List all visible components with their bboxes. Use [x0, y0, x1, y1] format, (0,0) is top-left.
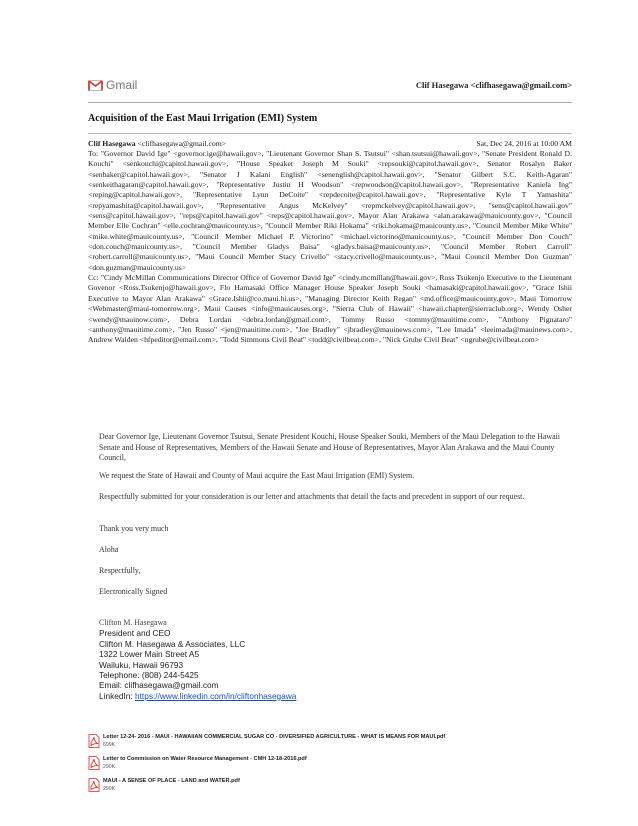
attachment-size: 699K	[103, 742, 116, 748]
subject-divider	[88, 133, 572, 134]
greeting-paragraph: Dear Governor Ige, Lieutenant Governor Tsutsui, Senate President Kouchi, House Speaker Souki, Members of the Maui Delegation to the Hawaii Senate and House of Representatives, Members of the Hawaii Senate and House of Representatives, Mayor Alan Arakawa and the Maui County Council,	[99, 432, 561, 462]
to-recipients: To: "Governor David Ige" <governor.ige@hawaii.gov>, "Lieutenant Governor Shan S. Tsutsui" <shan.tsutsui@hawaii.gov>, "Senate President Ronald D. Kouchi" <senkouchi@capitol.hawaii.gov>, "House Speaker Joseph M Souki" <repsouki@capitol.hawaii.gov>, Senator Rosalyn Baker <senbaker@capitol.hawaii.gov>, "Senator J Kalani English" <senenglish@capitol.hawaii.gov>, "Senator Gilbert S.C. Keith-Agaran" <senkeithagaran@capitol.hawaii.gov>, "Representative Justin H Woodson" <repwoodson@capitol.hawaii.gov>, "Representative Kaniela Ing" <reping@capitol.hawaii.gov>, "Representative Lynn DeCoite" <repdecoite@capitol.hawaii.gov>, "Representative Kyle T Yamashita" <repyamashita@capitol.hawaii.gov>, "Representative Angus McKelvey" <repmckelvey@capitol.hawaii.gov>, "sens@capitol.hawaii.gov" <sens@capitol.hawaii.gov>, "reps@capitol.hawaii.gov" <reps@capitol.hawaii.gov>, Mayor Alan Arakawa <alan.arakawa@mauicounty.gov>, "Council Member Elle Cochran" <elle.cochran@mauicounty.us>, "Council Member Riki Hokama" <riki.hokama@mauicounty.us>, "Council Member Mike White" <mike.white@mauicounty.us>, "Council Member Michael P. Victorino" <michael.victorino@mauicounty.us>, "Council Member Don Couch" <don.couch@mauicounty.us>, "Council Member Gladys Baisa" <gladys.baisa@mauicounty.us>, "Council Member Robert Carroll" <robert.carroll@mauicounty.us>, "Maui Council Member Stacy Crivello" <stacy.crivello@mauicounty.us>, "Maui Council Member Don Guzman" <don.guzman@mauicounty.us>	[88, 149, 572, 272]
recipients-block	[88, 149, 572, 346]
attachment-size: 290K	[103, 764, 116, 770]
signature-linkedin	[99, 691, 296, 701]
pdf-file-icon	[88, 778, 100, 792]
attachment-item[interactable]	[88, 778, 568, 798]
aloha-line: Aloha	[99, 545, 119, 554]
cc-recipients: Cc: "Cindy McMillan Communications Director Office of Governor David Ige" <cindy.mcmillan@hawaii.gov>, Ross Tsukenjo Executive to the Lieutenant Govenor <Ross.Tsukenjo@hawaii.gov>, Flo Hamasaki Office Manager House Speaker Joseph Souki <hamasaki@capitol.hawaii.gov>, "Grace Ishii Executive to Mayor Alan Arakawa" <Grace.Ishii@co.maui.hi.us>, "Managing Director Keith Regan" <md.office@mauicounty.gov>, Maui Tomorrow <Webmaster@maui-tomorrow.org>, Maui Causes <info@mauicauses.org>, "Sierra Club of Hawaii" <hawaii.chapter@sierraclub.org>, Wendy Osher <wendy@mauinow.com>, Debra Lordan <debra.lordan@gmail.com>, Tommy Russo <tommy@mauitime.com>, "Anthony Pignataro" <anthony@mauitime.com>, "Jen Russo" <jen@mauitime.com>, "Joe Bradley" <jbradley@mauinews.com>, "Lee Imada" <leeimada@mauinews.com>, Andrew Walden <hfpeditor@email.com>, "Todd Simmons Civil Beat" <todd@civilbeat.com>, "Nick Grube Civil Beat" <ngrube@civilbeat.com>	[88, 273, 572, 345]
attachment-filename: Letter 12-24- 2016 - MAUI - HAWAIIAN COMMERCIAL SUGAR CO - DIVERSIFIED AGRICULTURE - WHAT IS MEANS FOR MAUI.pdf	[103, 734, 446, 740]
attachment-filename: Letter to Commission on Water Resource Management - CMH 12-18-2016.pdf	[103, 756, 307, 762]
signature-title: President and CEO	[99, 628, 171, 639]
attachment-filename: MAUI - A SENSE OF PLACE - LAND and WATER.pdf	[103, 778, 240, 784]
email-subject: Acquisition of the East Maui Irrigation (EMI) System	[88, 113, 318, 124]
sender-name: Clif Hasegawa	[88, 139, 136, 148]
signature-telephone: Telephone: (808) 244-5425	[99, 670, 199, 681]
signature-email: Email: clifhasegawa@gmail.com	[99, 680, 219, 691]
attachment-item[interactable]	[88, 756, 568, 776]
gmail-envelope-icon	[88, 80, 103, 91]
signature-address-line-1: 1322 Lower Main Street A5	[99, 649, 200, 660]
respectfully-line: Respectfully,	[99, 566, 141, 575]
pdf-file-icon	[88, 734, 100, 748]
attachment-item[interactable]	[88, 734, 568, 754]
signed-line: Electronically Signed	[99, 587, 168, 596]
submitted-paragraph: Respectfully submitted for your consideration is our letter and attachments that detail the facts and precedent in support of our request.	[99, 492, 525, 501]
account-identity: Clif Hasegawa <clifhasegawa@gmail.com>	[415, 80, 572, 90]
print-header	[88, 70, 572, 100]
header-divider	[88, 102, 572, 103]
sender-email: <clifhasegawa@gmail.com>	[135, 139, 227, 148]
signature-name: Clifton M. Hasegawa	[99, 618, 167, 627]
thanks-line: Thank you very much	[99, 524, 169, 533]
attachment-size: 290K	[103, 786, 116, 792]
linkedin-label: LinkedIn:	[99, 690, 135, 701]
message-date: Sat, Dec 24, 2016 at 10:00 AM	[476, 139, 572, 148]
gmail-logo-text: Gmail	[106, 78, 138, 92]
linkedin-link[interactable]: https://www.linkedin.com/in/cliftonhasegawa	[134, 690, 297, 701]
sender-line	[88, 139, 226, 148]
email-signature	[99, 618, 296, 701]
signature-company: Clifton M. Hasegawa & Associates, LLC	[99, 638, 246, 649]
signature-address-line-2: Wailuku, Hawaii 96793	[99, 659, 184, 670]
pdf-file-icon	[88, 756, 100, 770]
gmail-logo	[88, 78, 148, 94]
request-paragraph: We request the State of Hawaii and County of Maui acquire the East Maui Irrigation (EMI) System.	[99, 471, 415, 480]
